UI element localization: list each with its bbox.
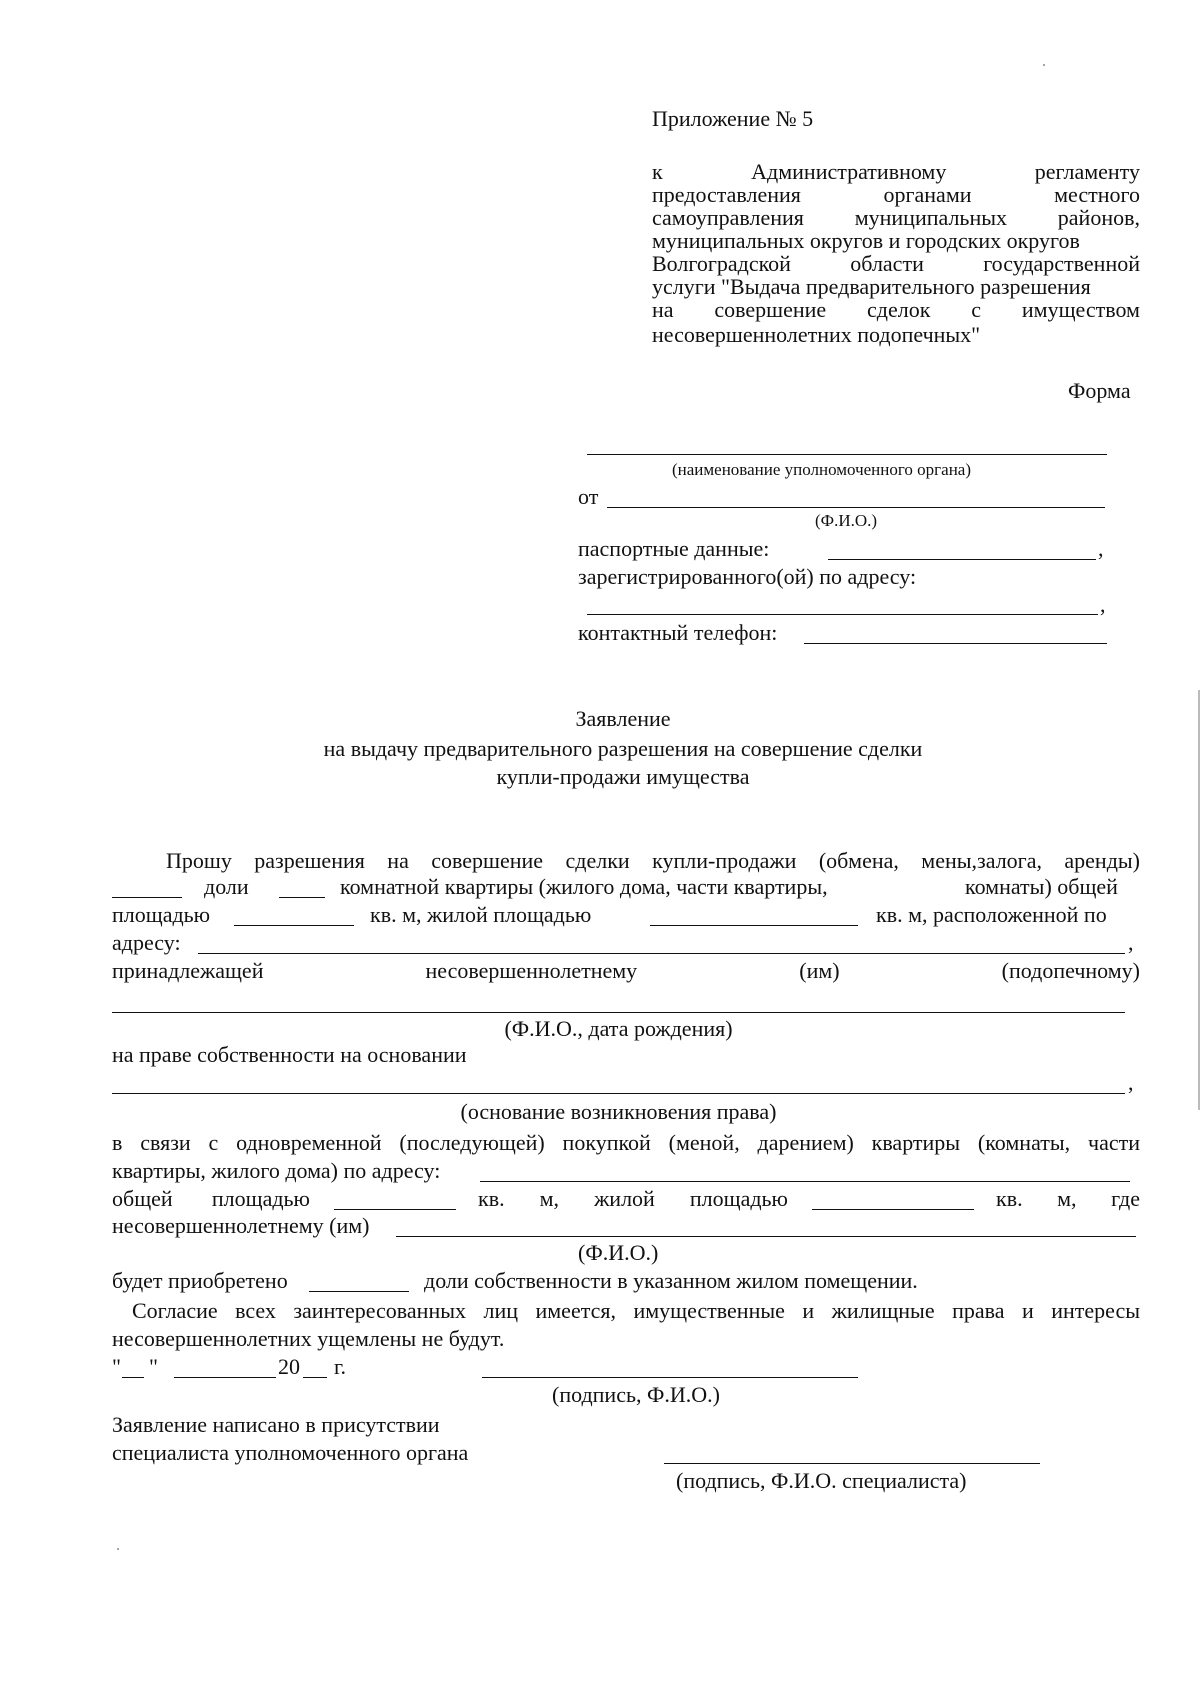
new-living-area-line[interactable] (812, 1209, 974, 1210)
area-word: м, (1057, 1186, 1077, 1211)
purchase-address-line[interactable] (480, 1181, 1130, 1182)
from-label: от (578, 484, 599, 509)
consent-line-1: Согласие всех заинтересованных лиц имеется, имущественные и жилищные права и интересы (132, 1298, 1140, 1323)
signature-caption: (подпись, Ф.И.О.) (552, 1382, 720, 1407)
specialist-caption: (подпись, Ф.И.О. специалиста) (676, 1468, 967, 1493)
title-line-1: Заявление (575, 706, 671, 731)
acquired-suffix: доли собственности в указанном жилом помещении. (424, 1268, 918, 1293)
registered-label: зарегистрированного(ой) по адресу: (578, 564, 917, 589)
appendix-line (652, 275, 1140, 298)
consent-line-2: несовершеннолетних ущемлены не будут. (112, 1326, 505, 1351)
appendix-word: Административному (751, 159, 947, 184)
where-words (996, 1186, 1140, 1211)
minor-fio-line[interactable] (396, 1236, 1136, 1237)
property-address-label: адресу: (112, 930, 181, 955)
appendix-word: сделок (867, 297, 931, 322)
appendix-word: регламенту (1034, 159, 1140, 184)
owner-word: несовершеннолетнему (425, 958, 638, 983)
appendix-word: муниципальных (854, 205, 1008, 230)
appendix-word: самоуправления (652, 205, 804, 230)
specialist-signature-line[interactable] (664, 1463, 1040, 1464)
property-address-line[interactable] (198, 953, 1125, 954)
appendix-word: услуги "Выдача предварительного разрешения (652, 274, 1091, 299)
living-area-words (478, 1186, 788, 1211)
basis-caption: (основание возникновения права) (460, 1099, 777, 1124)
passport-comma: , (1098, 536, 1104, 561)
appendix-line (652, 160, 1140, 183)
owner-word: (им) (799, 958, 840, 983)
authority-name-line[interactable] (587, 454, 1107, 455)
purchase-address-label: квартиры, жилого дома) по адресу: (112, 1158, 441, 1183)
applicant-signature-line[interactable] (482, 1377, 858, 1378)
share-line[interactable] (112, 897, 182, 898)
appendix-last-line: несовершеннолетних подопечных" (652, 322, 981, 347)
total-area-line[interactable] (234, 925, 354, 926)
appendix-word: к (652, 159, 663, 184)
appendix-word: предоставления (652, 182, 801, 207)
appendix-word: на (652, 297, 674, 322)
authority-caption: (наименование уполномоченного органа) (672, 460, 972, 479)
appendix-word: муниципальных округов и городских округов (652, 228, 1080, 253)
appendix-word: государственной (983, 251, 1140, 276)
ownership-label: на праве собственности на основании (112, 1042, 467, 1067)
room-text: комнатной квартиры (жилого дома, части квартиры, (340, 874, 828, 899)
scan-speck (1043, 64, 1045, 66)
living-area-line[interactable] (650, 925, 858, 926)
area-word: общей (112, 1186, 173, 1211)
date-year: 20 (278, 1354, 300, 1379)
address-comma: , (1100, 592, 1106, 617)
phone-label: контактный телефон: (578, 620, 778, 645)
date-month-line[interactable] (174, 1377, 276, 1378)
ownership-basis-comma: , (1128, 1070, 1134, 1095)
date-quote-open: " (112, 1354, 121, 1379)
presence-line-1: Заявление написано в присутствии (112, 1412, 440, 1437)
title-line-3: купли-продажи имущества (496, 764, 750, 789)
appendix-word: органами (883, 182, 972, 207)
owner-word: (подопечному) (1001, 958, 1140, 983)
appendix-word: Волгоградской (652, 251, 791, 276)
owner-fio-line[interactable] (112, 1012, 1125, 1013)
area-word: жилой (594, 1186, 655, 1211)
appendix-number: Приложение № 5 (652, 106, 814, 131)
appendix-text (652, 160, 1140, 321)
area-word: площадью (689, 1186, 788, 1211)
new-total-area-line[interactable] (334, 1209, 456, 1210)
area-word: кв. (478, 1186, 505, 1211)
title-line-2: на выдачу предварительного разрешения на совершение сделки (323, 736, 923, 761)
scan-speck (117, 1548, 119, 1550)
purchase-line: в связи с одновременной (последующей) покупкой (меной, дарением) квартиры (комнаты, части (112, 1130, 1140, 1155)
minor-label: несовершеннолетнему (им) (112, 1213, 370, 1238)
presence-line-2: специалиста уполномоченного органа (112, 1440, 469, 1465)
fio-line[interactable] (607, 507, 1105, 508)
rooms-count-line[interactable] (279, 897, 325, 898)
area-word: м, (539, 1186, 560, 1211)
share-label: доли (204, 874, 249, 899)
passport-line[interactable] (828, 559, 1096, 560)
appendix-word: имуществом (1021, 297, 1140, 322)
minor-caption: (Ф.И.О.) (578, 1240, 659, 1265)
form-label: Форма (1068, 378, 1131, 403)
property-address-comma: , (1128, 930, 1134, 955)
area-word: площадью (211, 1186, 310, 1211)
date-day-line[interactable] (122, 1377, 144, 1378)
appendix-word: районов, (1057, 205, 1140, 230)
date-quote-close: " (149, 1354, 158, 1379)
date-year-line[interactable] (303, 1377, 327, 1378)
fio-caption: (Ф.И.О.) (815, 511, 878, 530)
area-word: где (1111, 1186, 1140, 1211)
located-label: кв. м, расположенной по (876, 902, 1107, 927)
acquired-share-line[interactable] (309, 1291, 409, 1292)
acquired-prefix: будет приобретено (112, 1268, 288, 1293)
appendix-word: области (850, 251, 924, 276)
owner-caption: (Ф.И.О., дата рождения) (504, 1016, 733, 1041)
phone-line[interactable] (804, 643, 1107, 644)
appendix-line (652, 206, 1140, 229)
room-tail: комнаты) общей (965, 874, 1118, 899)
request-line: Прошу разрешения на совершение сделки купли-продажи (обмена, мены,залога, аренды) (166, 848, 1140, 873)
total-area-words (112, 1186, 310, 1211)
owner-row (112, 958, 1140, 983)
appendix-line (652, 183, 1140, 206)
address-line[interactable] (587, 614, 1098, 615)
owner-word: принадлежащей (112, 958, 264, 983)
area-word: кв. (996, 1186, 1023, 1211)
appendix-word: с (971, 297, 982, 322)
appendix-word: совершение (714, 297, 827, 322)
ownership-basis-line[interactable] (112, 1093, 1125, 1094)
passport-label: паспортные данные: (578, 536, 770, 561)
appendix-line (652, 229, 1140, 252)
date-suffix: г. (334, 1354, 347, 1379)
living-area-label: кв. м, жилой площадью (370, 902, 592, 927)
appendix-line (652, 298, 1140, 321)
area-label: площадью (112, 902, 211, 927)
appendix-line (652, 252, 1140, 275)
appendix-word: местного (1054, 182, 1140, 207)
